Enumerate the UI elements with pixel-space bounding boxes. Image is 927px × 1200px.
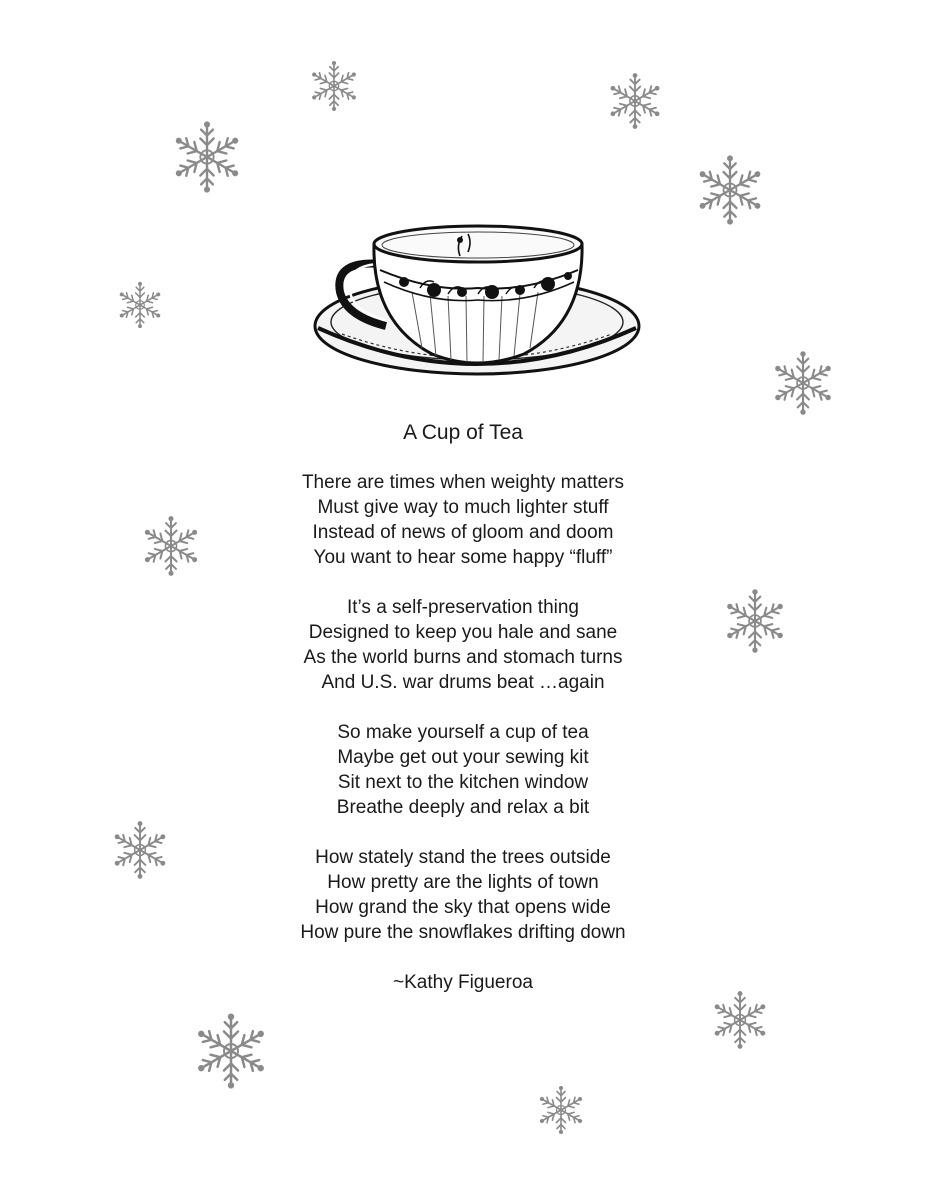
poem-line: Maybe get out your sewing kit [337, 747, 589, 768]
teacup-icon [312, 222, 642, 392]
snowflake-icon [140, 515, 202, 577]
snowflake-icon [308, 60, 360, 112]
poem-line: Designed to keep you hale and sane [308, 622, 618, 643]
snowflake-icon [192, 1012, 270, 1090]
snowflake-icon [536, 1085, 586, 1135]
poem-line: Instead of news of gloom and doom [312, 522, 614, 543]
snowflake-icon [770, 350, 836, 416]
poem-title: A Cup of Tea [403, 421, 523, 444]
snowflake-icon [606, 72, 664, 130]
poem-line: Must give way to much lighter stuff [317, 497, 609, 518]
snowflake-icon [722, 588, 788, 654]
poem-line: Breathe deeply and relax a bit [336, 797, 590, 818]
stanza [213, 595, 713, 695]
poem-line: As the world burns and stomach turns [303, 647, 623, 668]
snowflake-icon [710, 990, 770, 1050]
snowflake-icon [694, 154, 766, 226]
poem-line: How pure the snowflakes drifting down [300, 922, 626, 943]
poem-line: How pretty are the lights of town [327, 872, 599, 893]
stanza [213, 845, 713, 945]
stanza [213, 720, 713, 820]
author-signature: ~Kathy Figueroa [393, 972, 533, 993]
poem-line: There are times when weighty matters [301, 472, 625, 493]
poem-line: It’s a self-preservation thing [347, 597, 579, 618]
snowflake-icon [110, 820, 170, 880]
poem [213, 418, 713, 995]
poem-line: And U.S. war drums beat …again [321, 672, 605, 693]
poem-line: How stately stand the trees outside [315, 847, 611, 868]
poem-line: You want to hear some happy “fluff” [313, 547, 613, 568]
stanza [213, 470, 713, 570]
snowflake-icon [170, 120, 244, 194]
poem-line: How grand the sky that opens wide [315, 897, 611, 918]
poem-line: So make yourself a cup of tea [337, 722, 589, 743]
poem-line: Sit next to the kitchen window [337, 772, 589, 793]
snowflake-icon [116, 281, 164, 329]
